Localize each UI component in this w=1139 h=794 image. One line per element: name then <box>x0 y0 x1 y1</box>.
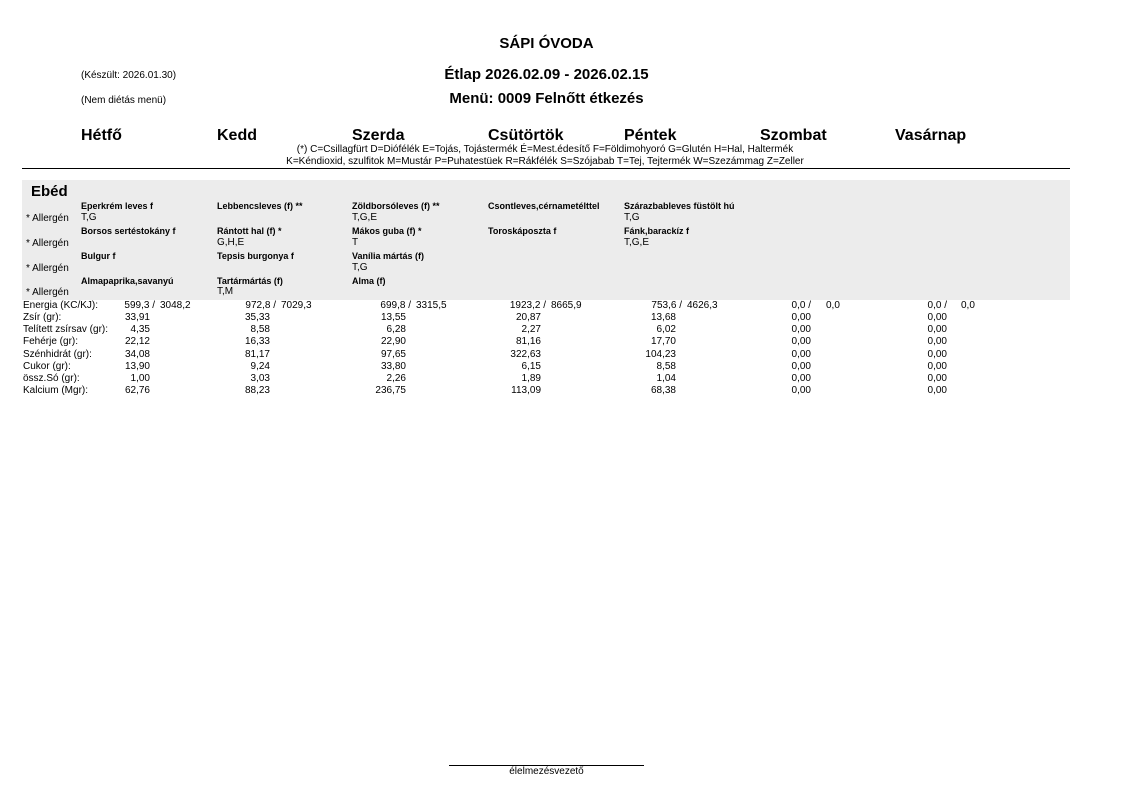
nutrition-label-tel-tett-zs-rsav-gr: Telített zsírsav (gr): <box>23 324 109 336</box>
nutrition-label-feh-rje-gr: Fehérje (gr): <box>23 336 79 348</box>
day-header-tuesday: Kedd <box>217 127 257 144</box>
energy-kj-mon: 3048,2 <box>160 300 191 311</box>
day-header-wednesday: Szerda <box>352 127 405 144</box>
allergen-tue-2: G,H,E <box>217 237 245 248</box>
allergen-legend-line-1: (*) C=Csillagfürt D=Diófélék E=Tojás, Tojástermék É=Mest.édesítő F=Földimohyoró G=Glutén H=Hal, Haltermék <box>296 144 794 155</box>
nutrition-value-sat: 0,00 <box>791 348 811 360</box>
day-header-thursday: Csütörtök <box>488 127 564 144</box>
nutrition-label-kalcium-mgr: Kalcium (Mgr): <box>23 385 89 397</box>
nutrition-value-sat: 0,00 <box>791 360 811 372</box>
nutrition-value-tue: 8,58 <box>250 324 270 336</box>
nutrition-value-mon: 62,76 <box>124 385 150 397</box>
allergen-wed-2: T <box>352 237 359 248</box>
energy-kc-sun: 0,0 / <box>927 300 947 311</box>
energy-kj-thu: 8665,9 <box>551 300 582 311</box>
nutrition-value-tue: 81,17 <box>244 348 270 360</box>
signature-label: élelmezésvezető <box>509 766 584 777</box>
energy-kj-sun: 0,0 <box>961 300 975 311</box>
energy-kj-wed: 3315,5 <box>416 300 447 311</box>
nutrition-value-fri: 6,02 <box>656 324 676 336</box>
dish-mon-4: Almapaprika,savanyú <box>81 276 174 286</box>
institution-title: SÁPI ÓVODA <box>499 35 594 52</box>
energy-kc-sat: 0,0 / <box>791 300 811 311</box>
nutrition-value-wed: 13,55 <box>380 312 406 323</box>
nutrition-value-fri: 68,38 <box>650 385 676 397</box>
allergen-fri-1: T,G <box>624 212 640 223</box>
nutrition-value-thu: 113,09 <box>511 385 541 397</box>
nutrition-value-sat: 0,00 <box>791 312 811 323</box>
nutrition-value-mon: 22,12 <box>124 336 150 348</box>
nutrition-label-zs-r-gr: Zsír (gr): <box>23 312 62 323</box>
dish-thu-1: Csontleves,cérnametélttel <box>488 201 600 211</box>
nutrition-value-mon: 1,00 <box>130 373 150 384</box>
nutrition-value-fri: 1,04 <box>656 373 676 384</box>
nutrition-value-wed: 33,80 <box>380 360 406 372</box>
nutrition-value-tue: 88,23 <box>244 385 270 397</box>
menu-name: Menü: 0009 Felnőtt étkezés <box>449 90 644 107</box>
allergen-wed-3: T,G <box>352 262 368 273</box>
energy-kc-wed: 699,8 / <box>380 300 411 311</box>
nutrition-value-sun: 0,00 <box>927 324 947 336</box>
nutrition-label-ssz-s-gr: össz.Só (gr): <box>23 373 80 384</box>
nutrition-value-mon: 33,91 <box>124 312 150 323</box>
dish-mon-3: Bulgur f <box>81 251 116 261</box>
dish-fri-2: Fánk,barackíz f <box>624 226 690 236</box>
nutrition-value-thu: 81,16 <box>515 336 541 348</box>
nutrition-value-sat: 0,00 <box>791 324 811 336</box>
energy-kc-fri: 753,6 / <box>651 300 682 311</box>
nutrition-value-fri: 8,58 <box>656 360 676 372</box>
allergen-wed-1: T,G,E <box>352 212 378 223</box>
energy-kj-sat: 0,0 <box>826 300 840 311</box>
meal-title: Ebéd <box>31 183 68 200</box>
allergen-legend-line-2: K=Kéndioxid, szulfitok M=Mustár P=Puhatestüek R=Rákfélék S=Szójabab T=Tej, Tejtermék W=Szezámmag Z=Zeller <box>286 156 804 167</box>
nutrition-value-wed: 236,75 <box>375 385 406 397</box>
allergen-fri-2: T,G,E <box>624 237 650 248</box>
nutrition-value-sun: 0,00 <box>927 348 947 360</box>
nutrition-value-thu: 322,63 <box>510 348 541 360</box>
allergen-label-2: * Allergén <box>26 238 69 249</box>
nutrition-value-wed: 97,65 <box>380 348 406 360</box>
allergen-mon-1: T,G <box>81 212 97 223</box>
meal-band <box>22 180 1070 300</box>
nutrition-value-sun: 0,00 <box>927 373 947 384</box>
dish-wed-2: Mákos guba (f) * <box>352 226 422 236</box>
day-header-sunday: Vasárnap <box>895 127 967 144</box>
nutrition-value-sat: 0,00 <box>791 385 811 397</box>
dish-tue-4: Tartármártás (f) <box>217 276 283 286</box>
nutrition-value-sun: 0,00 <box>927 360 947 372</box>
allergen-label-1: * Allergén <box>26 213 69 224</box>
created-date: (Készült: 2026.01.30) <box>81 70 177 81</box>
nutrition-value-wed: 6,28 <box>386 324 406 336</box>
energy-kc-thu: 1923,2 / <box>509 300 546 311</box>
nutrition-value-sat: 0,00 <box>791 336 811 348</box>
nutrition-value-tue: 9,24 <box>250 360 270 372</box>
nutrition-value-sat: 0,00 <box>791 373 811 384</box>
dish-wed-4: Alma (f) <box>352 276 386 286</box>
day-header-saturday: Szombat <box>760 127 827 144</box>
nutrition-value-fri: 17,70 <box>650 336 676 348</box>
diet-note: (Nem diétás menü) <box>81 95 167 106</box>
day-header-friday: Péntek <box>624 127 677 144</box>
dish-tue-3: Tepsis burgonya f <box>217 251 294 261</box>
nutrition-value-tue: 16,33 <box>244 336 270 348</box>
nutrition-value-wed: 22,90 <box>380 336 406 348</box>
nutrition-value-mon: 13,90 <box>124 360 150 372</box>
day-header-monday: Hétfő <box>81 127 122 144</box>
energy-kj-tue: 7029,3 <box>281 300 312 311</box>
dish-mon-2: Borsos sertéstokány f <box>81 226 176 236</box>
dish-tue-2: Rántott hal (f) * <box>217 226 282 236</box>
energy-kc-mon: 599,3 / <box>124 300 155 311</box>
energy-kc-tue: 972,8 / <box>245 300 276 311</box>
dish-wed-3: Vanília mártás (f) <box>352 251 425 261</box>
dish-wed-1: Zöldborsóleves (f) ** <box>352 201 440 211</box>
nutrition-value-tue: 3,03 <box>250 373 270 384</box>
nutrition-value-sun: 0,00 <box>927 336 947 348</box>
energy-kj-fri: 4626,3 <box>687 300 718 311</box>
nutrition-label-energy: Energia (KC/KJ): <box>23 300 99 311</box>
allergen-label-3: * Allergén <box>26 263 69 274</box>
allergen-tue-4: T,M <box>217 286 234 297</box>
nutrition-value-thu: 20,87 <box>515 312 541 323</box>
nutrition-value-wed: 2,26 <box>386 373 406 384</box>
nutrition-label-cukor-gr: Cukor (gr): <box>23 360 71 372</box>
dish-mon-1: Eperkrém leves f <box>81 201 154 211</box>
nutrition-value-mon: 4,35 <box>130 324 150 336</box>
nutrition-value-thu: 2,27 <box>521 324 541 336</box>
header-divider <box>22 168 1070 169</box>
nutrition-value-tue: 35,33 <box>244 312 270 323</box>
nutrition-label-sz-nhidr-t-gr: Szénhidrát (gr): <box>23 348 92 360</box>
nutrition-value-sun: 0,00 <box>927 312 947 323</box>
nutrition-value-mon: 34,08 <box>124 348 150 360</box>
dish-thu-2: Toroskáposzta f <box>488 226 557 236</box>
menu-period: Étlap 2026.02.09 - 2026.02.15 <box>444 66 649 83</box>
nutrition-value-thu: 1,89 <box>521 373 541 384</box>
nutrition-value-thu: 6,15 <box>521 360 541 372</box>
nutrition-value-fri: 104,23 <box>645 348 676 360</box>
allergen-label-4: * Allergén <box>26 287 69 298</box>
dish-fri-1: Szárazbableves füstölt hú <box>624 201 735 211</box>
nutrition-value-fri: 13,68 <box>650 312 676 323</box>
dish-tue-1: Lebbencsleves (f) ** <box>217 201 303 211</box>
nutrition-value-sun: 0,00 <box>927 385 947 397</box>
